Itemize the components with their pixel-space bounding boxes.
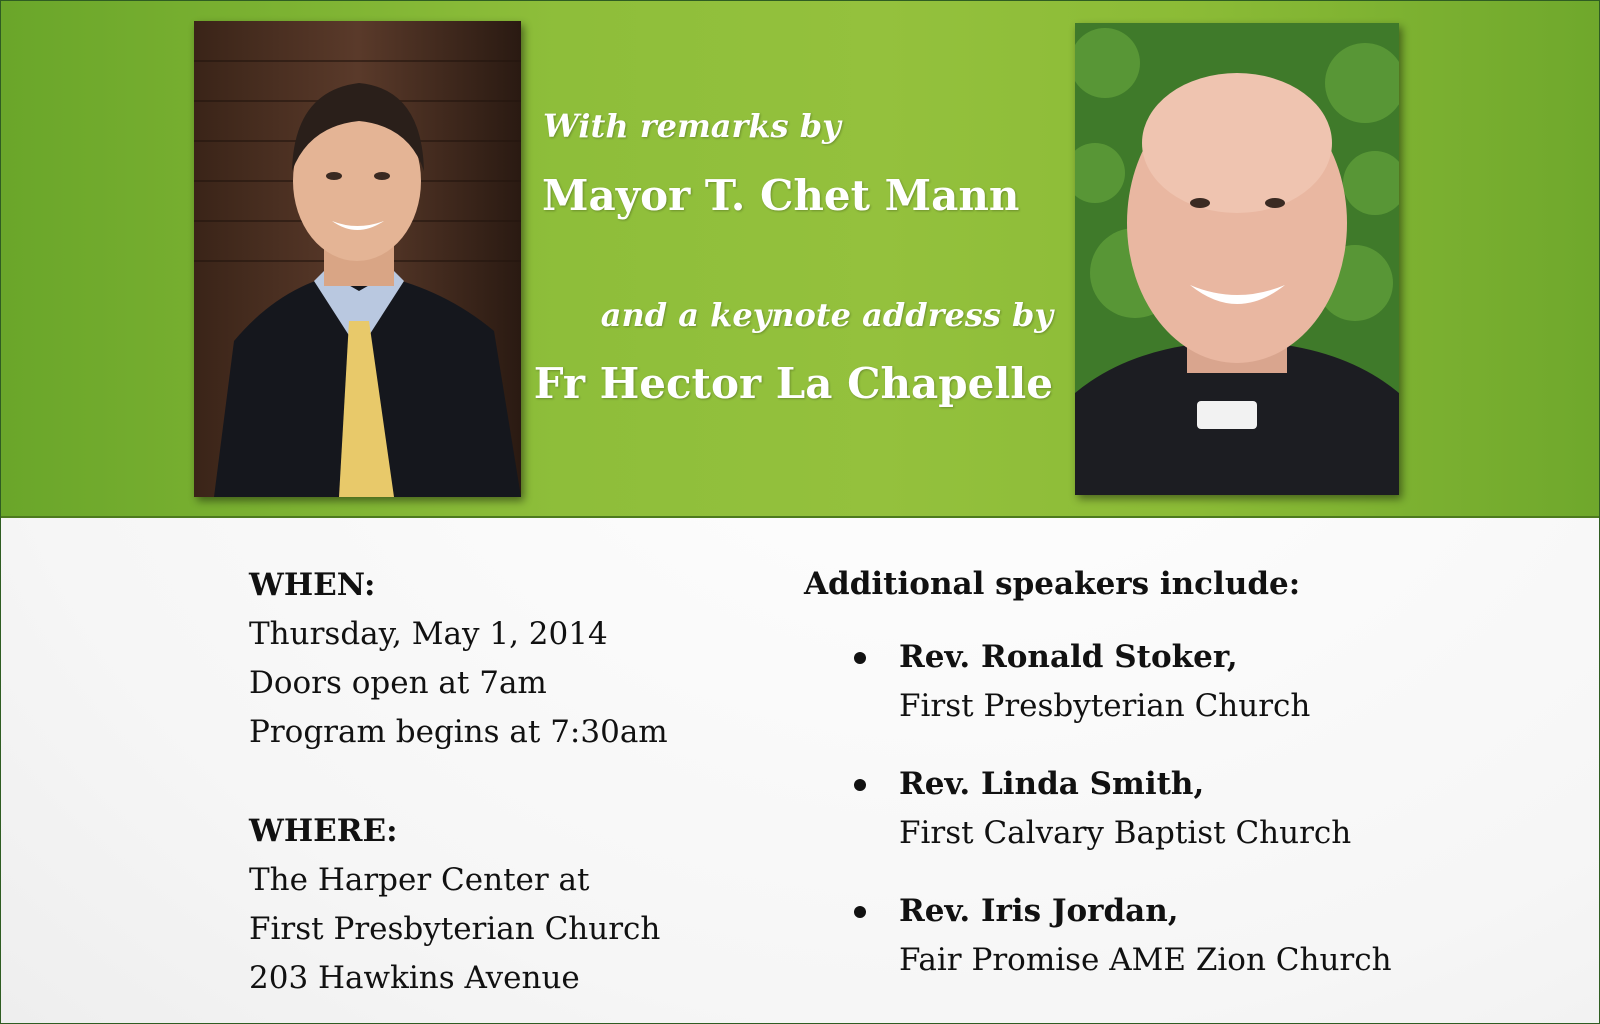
bullet-icon: [854, 779, 866, 791]
venue-address: 203 Hawkins Avenue: [249, 960, 580, 996]
venue-name: The Harper Center at: [249, 862, 590, 898]
keynote-intro: and a keynote address by: [600, 296, 1053, 334]
speaker-name: Rev. Ronald Stoker,: [899, 639, 1238, 675]
doors-open-time: Doors open at 7am: [249, 665, 547, 701]
event-date: Thursday, May 1, 2014: [249, 616, 608, 652]
list-item: [804, 760, 1392, 858]
mayor-name: Mayor T. Chet Mann: [542, 171, 1020, 220]
speaker-church: First Calvary Baptist Church: [899, 815, 1352, 851]
additional-speakers-section: [804, 559, 1392, 1014]
speaker-name: Rev. Linda Smith,: [899, 766, 1205, 802]
mayor-photo: [194, 21, 521, 497]
venue-church: First Presbyterian Church: [249, 911, 661, 947]
speaker-church: First Presbyterian Church: [899, 688, 1311, 724]
when-label: WHEN:: [249, 567, 376, 603]
program-start-time: Program begins at 7:30am: [249, 714, 668, 750]
when-section: [249, 561, 668, 757]
list-item: [804, 887, 1392, 985]
keynote-speaker-name: Fr Hector La Chapelle: [533, 359, 1053, 408]
speaker-name: Rev. Iris Jordan,: [899, 893, 1179, 929]
where-section: [249, 807, 660, 1003]
bullet-icon: [854, 652, 866, 664]
keynote-speaker-photo: [1075, 23, 1399, 495]
speakers-heading: Additional speakers include:: [804, 566, 1301, 602]
speaker-church: Fair Promise AME Zion Church: [899, 942, 1392, 978]
where-label: WHERE:: [249, 813, 398, 849]
speaker-list: [804, 633, 1392, 985]
list-item: [804, 633, 1392, 731]
remarks-intro: With remarks by: [543, 107, 841, 145]
green-banner: [1, 1, 1599, 518]
bullet-icon: [854, 906, 866, 918]
